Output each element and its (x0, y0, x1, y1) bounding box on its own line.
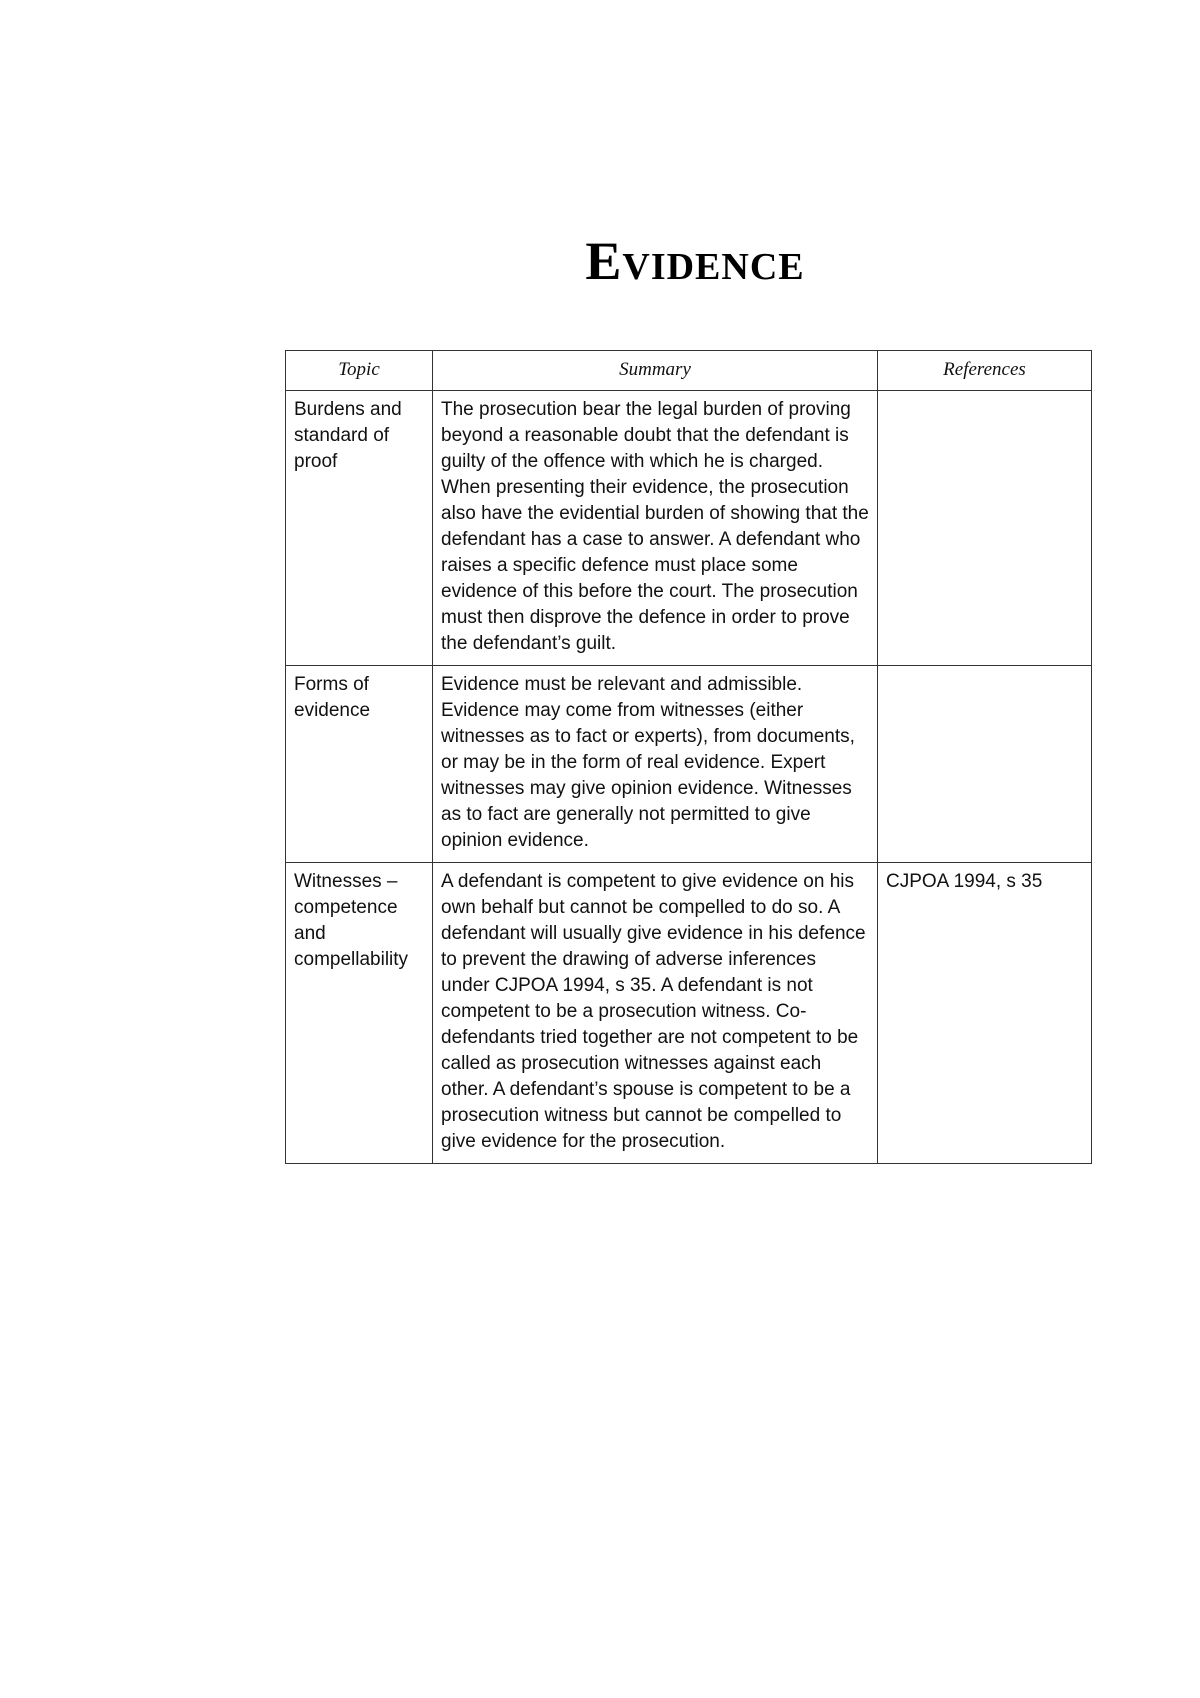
cell-references: CJPOA 1994, s 35 (878, 863, 1092, 1164)
cell-summary: The prosecution bear the legal burden of proving beyond a reasonable doubt that the defendant is guilty of the offence with which he is charged. When presenting their evidence, the prosecution also have the evidential burden of showing that the defendant has a case to answer. A defendant who raises a specific defence must place some evidence of this before the court. The prosecution must then disprove the defence in order to prove the defendant’s guilt. (433, 391, 878, 666)
header-summary: Summary (433, 351, 878, 391)
table-header-row (286, 351, 1092, 391)
cell-topic: Forms of evidence (286, 666, 433, 863)
cell-summary: Evidence must be relevant and admissible. Evidence may come from witnesses (either witnesses as to fact or experts), from documents, or may be in the form of real evidence. Expert witnesses may give opinion evidence. Witnesses as to fact are generally not permitted to give opinion evidence. (433, 666, 878, 863)
evidence-table (285, 350, 1092, 1164)
cell-references (878, 391, 1092, 666)
cell-topic: Witnesses – competence and compellability (286, 863, 433, 1164)
table-row (286, 863, 1092, 1164)
cell-summary: A defendant is competent to give evidence on his own behalf but cannot be compelled to do so. A defendant will usually give evidence in his defence to prevent the drawing of adverse inferences under CJPOA 1994, s 35. A defendant is not competent to be a prosecution witness. Co-defendants tried together are not competent to be called as prosecution witnesses against each other. A defendant’s spouse is competent to be a prosecution witness but cannot be compelled to give evidence for the prosecution. (433, 863, 878, 1164)
cell-references (878, 666, 1092, 863)
cell-topic: Burdens and standard of proof (286, 391, 433, 666)
evidence-table-container (285, 350, 1091, 1164)
table-row (286, 666, 1092, 863)
header-references: References (878, 351, 1092, 391)
table-row (286, 391, 1092, 666)
header-topic: Topic (286, 351, 433, 391)
page-title: Evidence (585, 231, 805, 292)
